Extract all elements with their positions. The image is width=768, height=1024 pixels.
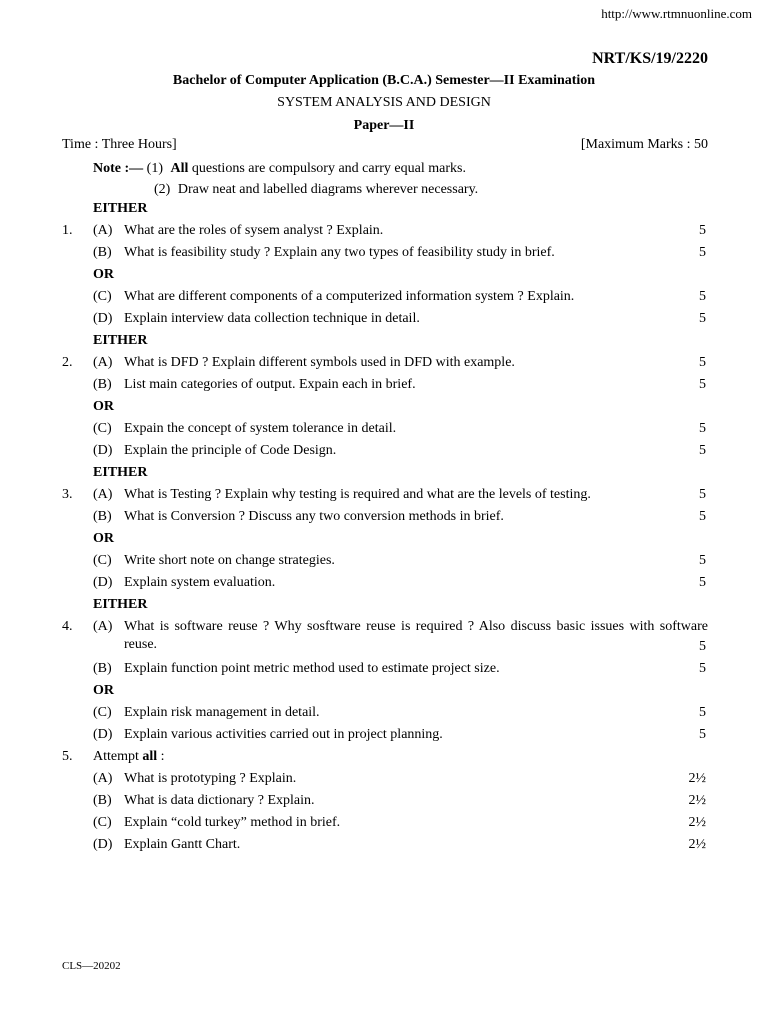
note-label: Note :— bbox=[93, 161, 144, 176]
sub-question-letter: (C) bbox=[93, 815, 112, 830]
question-marks: 2½ bbox=[688, 771, 706, 786]
section-label: OR bbox=[93, 531, 114, 546]
question-marks: 5 bbox=[699, 575, 706, 590]
question-marks: 2½ bbox=[688, 793, 706, 808]
question-text: What is prototyping ? Explain. bbox=[124, 771, 297, 786]
sub-question-letter: (A) bbox=[93, 223, 113, 238]
section-label: OR bbox=[93, 399, 114, 414]
question-marks: 5 bbox=[699, 421, 706, 436]
question-text: Explain the principle of Code Design. bbox=[124, 443, 337, 458]
attempt-bold: all bbox=[142, 749, 158, 764]
sub-question-letter: (A) bbox=[93, 771, 113, 786]
question-marks: 5 bbox=[699, 289, 706, 304]
section-label: EITHER bbox=[93, 201, 148, 216]
question-number: 1. bbox=[62, 223, 73, 238]
question-text: Explain “cold turkey” method in brief. bbox=[124, 815, 341, 830]
question-text: What is feasibility study ? Explain any two types of feasibility study in brief. bbox=[124, 245, 555, 260]
note-text: questions are compulsory and carry equal marks. bbox=[188, 161, 466, 176]
sub-question-letter: (D) bbox=[93, 311, 113, 326]
attempt-instruction bbox=[93, 748, 165, 766]
section-label-row bbox=[0, 200, 768, 222]
question-marks: 5 bbox=[699, 509, 706, 524]
question-number: 2. bbox=[62, 355, 73, 370]
question-marks: 5 bbox=[699, 639, 706, 654]
question-row bbox=[0, 310, 768, 332]
question-row bbox=[0, 660, 768, 682]
question-number: 4. bbox=[62, 619, 73, 634]
question-row bbox=[0, 726, 768, 748]
question-row bbox=[0, 244, 768, 266]
question-row bbox=[0, 222, 768, 244]
section-label: EITHER bbox=[93, 333, 148, 348]
sub-question-letter: (C) bbox=[93, 289, 112, 304]
section-label: OR bbox=[93, 683, 114, 698]
question-row bbox=[0, 704, 768, 726]
question-marks: 5 bbox=[699, 223, 706, 238]
sub-question-letter: (D) bbox=[93, 837, 113, 852]
question-text: Explain risk management in detail. bbox=[124, 705, 320, 720]
sub-question-letter: (D) bbox=[93, 727, 113, 742]
section-label-row bbox=[0, 398, 768, 420]
maximum-marks: [Maximum Marks : 50 bbox=[580, 137, 708, 152]
question-text: Explain various activities carried out in project planning. bbox=[124, 727, 443, 742]
question-row bbox=[0, 814, 768, 836]
question-text: What is Testing ? Explain why testing is required and what are the levels of testing. bbox=[124, 487, 591, 502]
note-row bbox=[93, 161, 478, 182]
question-list bbox=[0, 200, 768, 858]
paper-code: NRT/KS/19/2220 bbox=[592, 50, 708, 67]
section-label-row bbox=[0, 530, 768, 552]
question-marks: 5 bbox=[699, 443, 706, 458]
sub-question-letter: (A) bbox=[93, 619, 113, 634]
note-number: (2) bbox=[154, 182, 171, 197]
sub-question-letter: (D) bbox=[93, 575, 113, 590]
question-row bbox=[0, 508, 768, 530]
question-text: Explain interview data collection technique in detail. bbox=[124, 311, 420, 326]
question-row bbox=[0, 748, 768, 770]
sub-question-letter: (B) bbox=[93, 793, 112, 808]
question-text: Expain the concept of system tolerance in detail. bbox=[124, 421, 397, 436]
question-marks: 5 bbox=[699, 553, 706, 568]
question-text: What are different components of a computerized information system ? Explain. bbox=[124, 289, 575, 304]
sub-question-letter: (C) bbox=[93, 705, 112, 720]
question-row bbox=[0, 552, 768, 574]
section-label: EITHER bbox=[93, 597, 148, 612]
question-marks: 5 bbox=[699, 377, 706, 392]
sub-question-letter: (A) bbox=[93, 487, 113, 502]
sub-question-letter: (C) bbox=[93, 421, 112, 436]
question-text: What is Conversion ? Discuss any two conversion methods in brief. bbox=[124, 509, 504, 524]
question-row bbox=[0, 618, 768, 660]
question-text: What are the roles of sysem analyst ? Explain. bbox=[124, 223, 384, 238]
section-label-row bbox=[0, 682, 768, 704]
question-row bbox=[0, 354, 768, 376]
note-number: (1) bbox=[146, 161, 163, 176]
question-marks: 5 bbox=[699, 311, 706, 326]
question-row bbox=[0, 770, 768, 792]
question-row bbox=[0, 288, 768, 310]
sub-question-letter: (C) bbox=[93, 553, 112, 568]
paper-number: Paper—II bbox=[353, 118, 415, 133]
note-bold: All bbox=[170, 161, 189, 176]
question-marks: 5 bbox=[699, 487, 706, 502]
section-label-row bbox=[0, 464, 768, 486]
question-text: Explain function point metric method used to estimate project size. bbox=[124, 661, 500, 676]
sub-question-letter: (B) bbox=[93, 661, 112, 676]
question-row bbox=[0, 376, 768, 398]
sub-question-letter: (A) bbox=[93, 355, 113, 370]
question-marks: 2½ bbox=[688, 815, 706, 830]
question-text: What is software reuse ? Why sosftware reuse is required ? Also discuss basic issues with software reuse. bbox=[124, 619, 708, 652]
question-marks: 5 bbox=[699, 661, 706, 676]
time-allowed: Time : Three Hours] bbox=[62, 137, 177, 152]
sub-question-letter: (D) bbox=[93, 443, 113, 458]
attempt-text: Attempt bbox=[93, 749, 143, 764]
footer-code: CLS—20202 bbox=[62, 960, 121, 972]
question-row bbox=[0, 486, 768, 508]
section-label: EITHER bbox=[93, 465, 148, 480]
question-text: List main categories of output. Expain each in brief. bbox=[124, 377, 416, 392]
section-label-row bbox=[0, 266, 768, 288]
attempt-tail: : bbox=[157, 749, 165, 764]
question-row bbox=[0, 836, 768, 858]
question-row bbox=[0, 442, 768, 464]
question-marks: 5 bbox=[699, 705, 706, 720]
question-text: Explain system evaluation. bbox=[124, 575, 276, 590]
question-text: Write short note on change strategies. bbox=[124, 553, 335, 568]
sub-question-letter: (B) bbox=[93, 245, 112, 260]
sub-question-letter: (B) bbox=[93, 377, 112, 392]
source-url: http://www.rtmnuonline.com bbox=[601, 6, 752, 21]
question-row bbox=[0, 420, 768, 442]
question-text: What is DFD ? Explain different symbols used in DFD with example. bbox=[124, 355, 515, 370]
sub-question-letter: (B) bbox=[93, 509, 112, 524]
question-marks: 5 bbox=[699, 245, 706, 260]
question-marks: 5 bbox=[699, 727, 706, 742]
question-marks: 2½ bbox=[688, 837, 706, 852]
instructions bbox=[93, 161, 478, 203]
question-row bbox=[0, 792, 768, 814]
question-text: What is data dictionary ? Explain. bbox=[124, 793, 315, 808]
note-text: Draw neat and labelled diagrams wherever necessary. bbox=[177, 182, 479, 197]
question-row bbox=[0, 574, 768, 596]
question-text: Explain Gantt Chart. bbox=[124, 837, 241, 852]
section-label-row bbox=[0, 596, 768, 618]
question-number: 5. bbox=[62, 749, 73, 764]
subject-title: SYSTEM ANALYSIS AND DESIGN bbox=[277, 95, 491, 110]
section-label: OR bbox=[93, 267, 114, 282]
exam-title: Bachelor of Computer Application (B.C.A.) Semester—II Examination bbox=[172, 73, 596, 88]
section-label-row bbox=[0, 332, 768, 354]
question-marks: 5 bbox=[699, 355, 706, 370]
question-number: 3. bbox=[62, 487, 73, 502]
